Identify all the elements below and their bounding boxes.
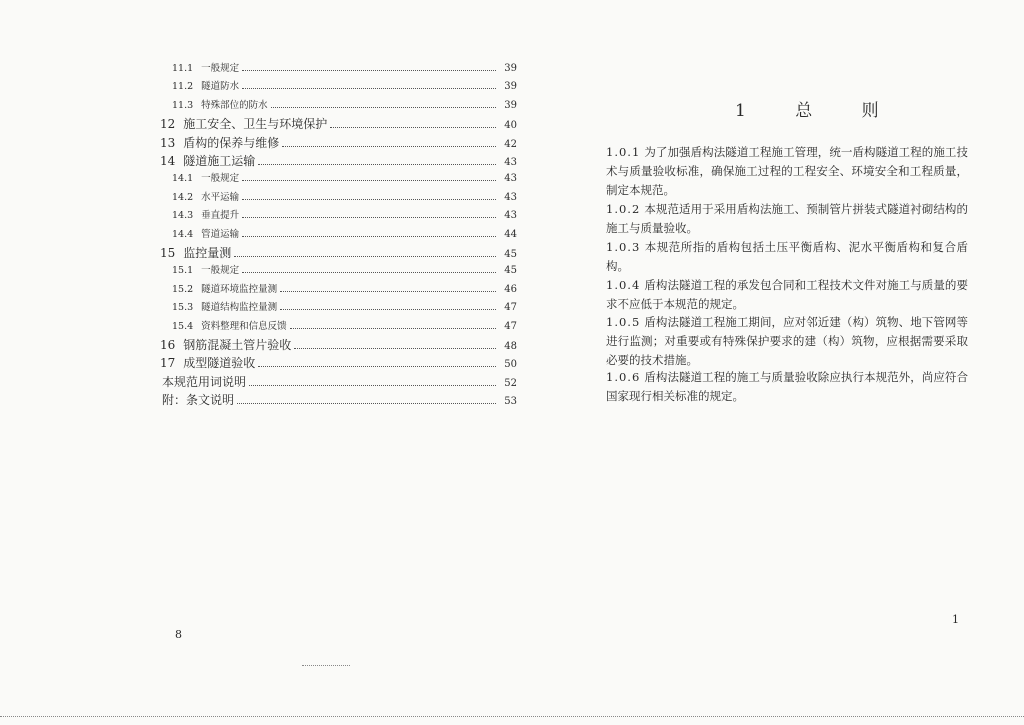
toc-entry-title: 管道运输	[201, 228, 240, 240]
toc-entry-number: 15.1	[172, 265, 194, 277]
toc-entry-title: 隧道结构监控量测	[201, 302, 278, 314]
toc-entry	[172, 191, 517, 205]
toc-entry-title: 施工安全、卫生与环境保护	[183, 117, 328, 132]
toc-leader-dots	[290, 320, 496, 329]
clause-text: 盾构法隧道工程的施工与质量验收除应执行本规范外，尚应符合国家现行相关标准的规定。	[606, 370, 968, 403]
toc-entry-title: 监控量测	[183, 246, 232, 260]
toc-entry-page: 44	[504, 228, 517, 240]
toc-entry-title: 特殊部位的防水	[201, 99, 268, 111]
clause-text: 盾构法隧道工程施工期间，应对邻近建（构）筑物、地下管网等进行监测；对重要或有特殊保护要求的建（构）筑物，应根据需要采取必要的技术措施。	[606, 315, 968, 367]
toc-entry-title: 隧道环境监控量测	[201, 283, 278, 295]
toc-entry	[172, 80, 517, 94]
toc-entry-number: 13	[160, 135, 176, 150]
clause-text: 为了加强盾构法隧道工程施工管理，统一盾构隧道工程的施工技术与质量验收标准，确保施工过程的工程安全、环境安全和工程质量，制定本规范。	[606, 145, 968, 197]
toc-leader-dots	[242, 264, 496, 273]
toc-entry-title: 一般规定	[201, 173, 240, 185]
toc-leader-dots	[242, 209, 496, 218]
toc-leader-dots	[258, 156, 496, 165]
toc-leader-dots	[271, 99, 496, 108]
toc-entry-page: 39	[504, 81, 517, 93]
scan-edge-line	[0, 716, 1024, 717]
toc-entry-page: 43	[504, 210, 517, 222]
toc-entry-number: 11.1	[172, 63, 194, 74]
toc-leader-dots	[242, 228, 496, 237]
toc-entry-number: 15.3	[172, 302, 194, 314]
toc-entry	[172, 264, 517, 278]
toc-entry-page: 45	[504, 249, 517, 260]
toc-entry-number: 15.2	[172, 283, 194, 295]
clause-text: 本规范所指的盾构包括土压平衡盾构、泥水平衡盾构和复合盾构。	[606, 240, 968, 273]
toc-entry-title: 成型隧道验收	[183, 356, 256, 371]
toc-entry-page: 43	[504, 191, 517, 203]
toc-leader-dots	[280, 301, 496, 310]
clause-number: 1.0.3	[606, 240, 641, 254]
clause-number: 1.0.6	[606, 370, 641, 384]
toc-leader-dots	[242, 80, 496, 89]
chapter-title: 1 总 则	[735, 101, 901, 121]
toc-leader-dots	[237, 395, 496, 404]
clause-text: 盾构法隧道工程的承发包合同和工程技术文件对施工与质量的要求不应低于本规范的规定。	[606, 278, 968, 311]
clause-number: 1.0.4	[606, 278, 641, 292]
toc-entry-page: 52	[504, 377, 517, 389]
toc-entry-page: 40	[504, 120, 517, 132]
toc-entry	[172, 320, 517, 334]
toc-entry-title: 一般规定	[201, 63, 240, 74]
toc-entry	[172, 209, 517, 223]
toc-entry	[162, 375, 517, 391]
clause	[606, 200, 968, 238]
toc-entry-page: 47	[504, 320, 517, 332]
clause-number: 1.0.1	[606, 145, 641, 159]
toc-entry-title: 隧道施工运输	[183, 154, 256, 168]
toc-leader-dots	[249, 377, 496, 386]
toc-leader-dots	[294, 340, 496, 349]
toc-entry	[172, 301, 517, 315]
toc-entry-page: 39	[504, 63, 517, 74]
toc-leader-dots	[282, 138, 496, 147]
toc-entry-page: 39	[504, 99, 517, 111]
toc-entry	[160, 117, 517, 133]
clause-number: 1.0.5	[606, 315, 641, 329]
toc-entry-title: 一般规定	[201, 265, 240, 277]
toc-entry-page: 53	[504, 396, 517, 408]
toc-entry-page: 48	[504, 341, 517, 352]
toc-leader-dots	[242, 172, 496, 181]
toc-entry-number: 14.3	[172, 210, 194, 222]
toc-entry-number: 15.4	[172, 320, 194, 332]
toc-entry	[160, 246, 517, 262]
toc-entry-title: 资料整理和信息反馈	[201, 320, 287, 332]
toc-entry	[172, 99, 517, 113]
toc-entry-number: 17	[160, 356, 176, 371]
toc-entry-number: 14	[160, 154, 176, 168]
toc-entry-page: 43	[504, 157, 517, 168]
clause	[606, 276, 968, 314]
toc-entry-page: 46	[504, 283, 517, 295]
toc-entry	[172, 228, 517, 242]
clause-number: 1.0.2	[606, 202, 641, 216]
toc-entry	[160, 154, 517, 170]
toc-entry-number: 16	[160, 338, 176, 352]
toc-entry	[160, 338, 517, 354]
toc-leader-dots	[242, 62, 496, 71]
toc-entry	[160, 356, 517, 372]
toc-entry-page: 47	[504, 302, 517, 314]
scan-speck	[302, 665, 350, 666]
clause	[606, 238, 968, 276]
toc-entry	[172, 283, 517, 297]
clause	[606, 368, 968, 406]
toc-entry-page: 43	[504, 173, 517, 185]
right-page-number: 1	[952, 613, 959, 626]
toc-leader-dots	[258, 358, 496, 367]
toc-entry-title: 水平运输	[201, 191, 240, 203]
toc-entry-number: 11.2	[172, 81, 194, 93]
toc-entry-title: 附：条文说明	[162, 393, 235, 408]
toc-leader-dots	[242, 191, 496, 200]
toc-entry-page: 42	[504, 138, 517, 150]
toc-entry-title: 盾构的保养与维修	[183, 135, 280, 150]
toc-entry-number: 15	[160, 246, 176, 260]
toc-entry-page: 50	[504, 359, 517, 371]
clause-text: 本规范适用于采用盾构法施工、预制管片拼装式隧道衬砌结构的施工与质量验收。	[606, 202, 968, 235]
toc-entry-number: 14.4	[172, 228, 194, 240]
clause	[606, 143, 968, 200]
toc-entry-page: 45	[504, 265, 517, 277]
toc-entry-number: 11.3	[172, 99, 194, 111]
clause	[606, 313, 968, 370]
toc-entry-number: 12	[160, 117, 176, 132]
toc-leader-dots	[234, 248, 496, 257]
toc-leader-dots	[330, 119, 496, 128]
toc-entry-number: 14.1	[172, 173, 194, 185]
toc-entry-title: 本规范用词说明	[162, 374, 247, 389]
toc-entry-number: 14.2	[172, 191, 194, 203]
toc-leader-dots	[280, 283, 496, 292]
toc-entry-title: 隧道防水	[201, 81, 240, 93]
left-page-number: 8	[175, 628, 182, 641]
toc-entry-title: 钢筋混凝土管片验收	[183, 338, 292, 352]
toc-entry-title: 垂直提升	[201, 210, 240, 222]
toc-entry	[162, 393, 517, 409]
toc-entry	[172, 172, 517, 186]
toc-entry	[160, 136, 517, 152]
toc-entry	[172, 62, 517, 76]
